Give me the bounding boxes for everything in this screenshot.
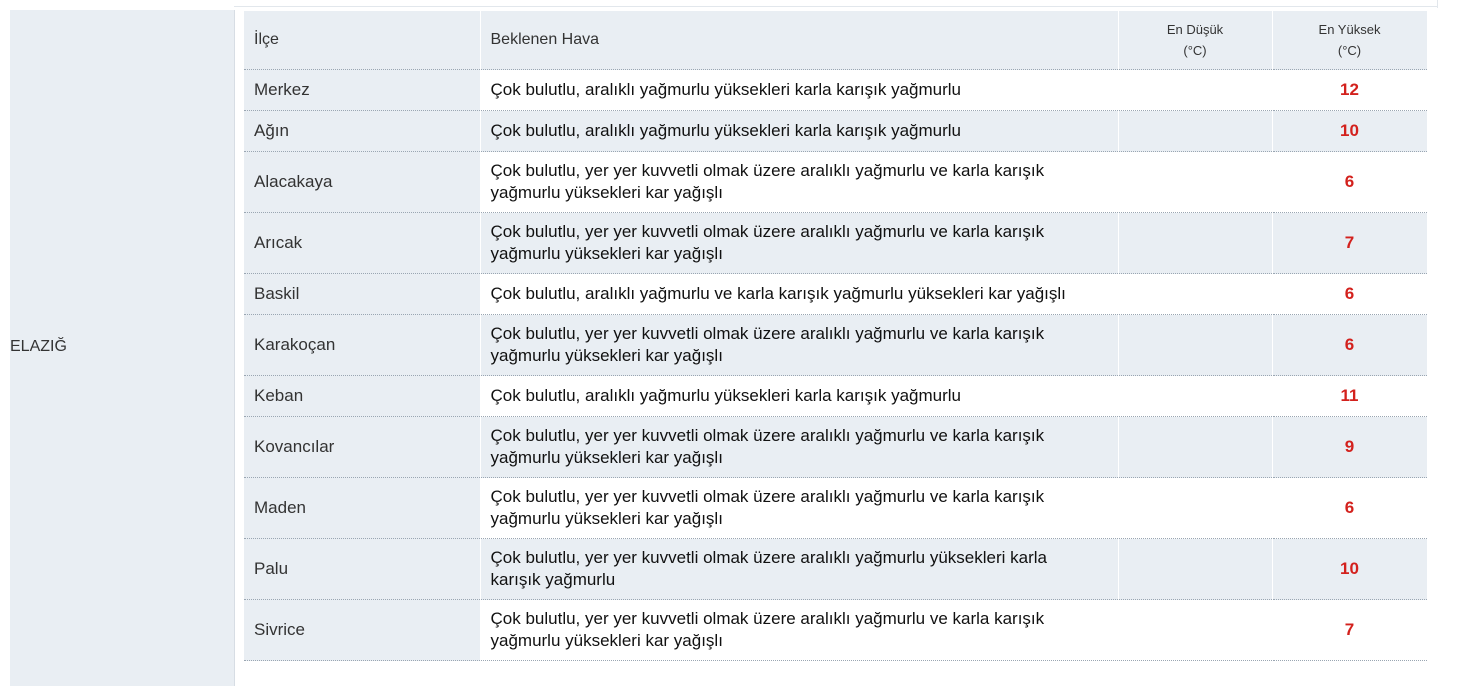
district-name: Palu [244, 539, 480, 600]
district-name: Arıcak [244, 213, 480, 274]
max-temp: 7 [1272, 600, 1427, 661]
weather-line: Çok bulutlu, yer yer kuvvetli olmak üzere aralıklı yağmurlu ve karla karışık [490, 487, 1045, 506]
header-min-temp-unit: (°C) [1183, 43, 1207, 58]
weather-description: Çok bulutlu, aralıklı yağmurlu yüksekleri karla karışık yağmurlu [480, 111, 1118, 152]
weather-line: Çok bulutlu, yer yer kuvvetli olmak üzere aralıklı yağmurlu ve karla karışık [490, 324, 1045, 343]
header-min-temp-label: En Düşük [1166, 22, 1224, 37]
weather-line: Çok bulutlu, yer yer kuvvetli olmak üzere aralıklı yağmurlu ve karla karışık [490, 609, 1045, 628]
table-row [244, 213, 1427, 274]
weather-line: yağmurlu yüksekleri kar yağışlı [490, 183, 723, 202]
district-name: Ağın [244, 111, 480, 152]
weather-line: yağmurlu yüksekleri kar yağışlı [490, 448, 723, 467]
table-row [244, 539, 1427, 600]
district-name: Alacakaya [244, 152, 480, 213]
weather-line: Çok bulutlu, yer yer kuvvetli olmak üzere aralıklı yağmurlu ve karla karışık [490, 426, 1045, 445]
table-row [244, 70, 1427, 111]
max-temp: 6 [1272, 274, 1427, 315]
table-row [244, 274, 1427, 315]
weather-description: Çok bulutlu, aralıklı yağmurlu yüksekleri karla karışık yağmurlu [480, 70, 1118, 111]
min-temp [1118, 213, 1272, 274]
table-row [244, 478, 1427, 539]
max-temp: 12 [1272, 70, 1427, 111]
weather-description [480, 539, 1118, 600]
forecast-table [244, 11, 1428, 661]
weather-description [480, 315, 1118, 376]
table-header-row [244, 11, 1427, 70]
header-max-temp-unit: (°C) [1337, 43, 1362, 58]
district-name: Sivrice [244, 600, 480, 661]
min-temp [1118, 600, 1272, 661]
weather-line: Çok bulutlu, yer yer kuvvetli olmak üzere aralıklı yağmurlu ve karla karışık [490, 222, 1045, 241]
weather-description: Çok bulutlu, aralıklı yağmurlu yüksekleri karla karışık yağmurlu [480, 376, 1118, 417]
weather-line: yağmurlu yüksekleri kar yağışlı [490, 509, 723, 528]
max-temp: 7 [1272, 213, 1427, 274]
weather-description [480, 478, 1118, 539]
divider [234, 6, 1438, 7]
max-temp: 10 [1272, 539, 1427, 600]
max-temp: 6 [1272, 152, 1427, 213]
min-temp [1118, 539, 1272, 600]
header-min-temp [1118, 11, 1272, 70]
province-name: ELAZIĞ [10, 338, 67, 355]
table-row [244, 111, 1427, 152]
weather-description: Çok bulutlu, aralıklı yağmurlu ve karla karışık yağmurlu yüksekleri kar yağışlı [480, 274, 1118, 315]
weather-line: yağmurlu yüksekleri kar yağışlı [490, 346, 723, 365]
max-temp: 9 [1272, 417, 1427, 478]
min-temp [1118, 315, 1272, 376]
header-max-temp [1272, 11, 1427, 70]
header-district: İlçe [244, 11, 480, 70]
max-temp: 10 [1272, 111, 1427, 152]
table-row [244, 417, 1427, 478]
weather-line: yağmurlu yüksekleri kar yağışlı [490, 244, 723, 263]
weather-line: yağmurlu yüksekleri kar yağışlı [490, 631, 723, 650]
district-name: Baskil [244, 274, 480, 315]
table-row [244, 376, 1427, 417]
weather-description [480, 600, 1118, 661]
district-name: Merkez [244, 70, 480, 111]
min-temp [1118, 417, 1272, 478]
weather-description [480, 417, 1118, 478]
weather-line: Çok bulutlu, yer yer kuvvetli olmak üzere aralıklı yağmurlu ve karla karışık [490, 161, 1045, 180]
min-temp [1118, 274, 1272, 315]
table-row [244, 600, 1427, 661]
district-name: Maden [244, 478, 480, 539]
table-row [244, 315, 1427, 376]
table-row [244, 152, 1427, 213]
weather-line: karışık yağmurlu [490, 570, 616, 589]
district-name: Keban [244, 376, 480, 417]
header-max-temp-label: En Yüksek [1318, 22, 1381, 37]
min-temp [1118, 478, 1272, 539]
min-temp [1118, 152, 1272, 213]
min-temp [1118, 70, 1272, 111]
min-temp [1118, 111, 1272, 152]
weather-line: Çok bulutlu, yer yer kuvvetli olmak üzere aralıklı yağmurlu yüksekleri karla [490, 548, 1047, 567]
weather-description [480, 152, 1118, 213]
max-temp: 6 [1272, 315, 1427, 376]
divider [1437, 0, 1438, 8]
district-name: Kovancılar [244, 417, 480, 478]
min-temp [1118, 376, 1272, 417]
max-temp: 11 [1272, 376, 1427, 417]
weather-description [480, 213, 1118, 274]
header-weather: Beklenen Hava [480, 11, 1118, 70]
max-temp: 6 [1272, 478, 1427, 539]
district-name: Karakoçan [244, 315, 480, 376]
